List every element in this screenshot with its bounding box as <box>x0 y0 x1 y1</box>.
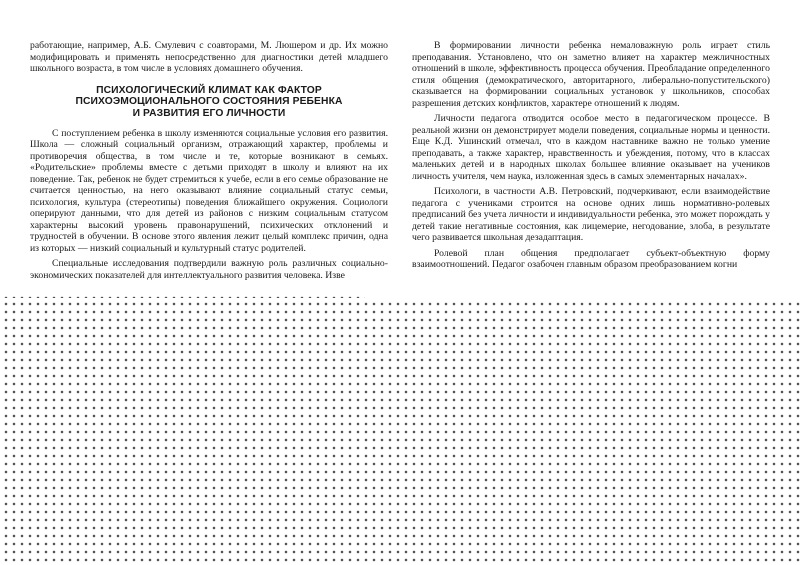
right-paragraph-3: Психологи, в частности А.В. Петровский, подчеркивают, если взаимодействие педагога с учениками строится на основе одних лишь нормативно-ролевых предписаний без учета личности и индивидуальности ребенка, это может порождать у детей такие негативные состояния, как лицемерие, негодование, злоба, в результате чего развивается школьная дезадаптация. <box>412 186 770 243</box>
intro-paragraph: работающие, например, А.Б. Смулевич с соавторами, М. Люшером и др. Их можно модифицировать и применять непосредственно для диагностики детей младшего школьного возраста, в том числе в условиях домашнего обучения. <box>30 40 388 74</box>
right-paragraph-4: Ролевой план общения предполагает субъект-объектную форму взаимоотношений. Педагог озабочен главным образом преобразованием когни <box>412 247 770 270</box>
right-paragraph-1: В формировании личности ребенка немаловажную роль играет стиль преподавания. Установлено, что он заметно влияет на характер межличностных отношений в школе, эффективность процесса обучения. Преобладание определенного стиля общения (демократического, авторитарного, либерально-попустительского) сказывается на формировании социальных установок у школьников, способах разрешения детских конфликтов, характере отношений к людям. <box>412 40 770 109</box>
right-paragraph-2: Личности педагога отводится особое место в педагогическом процессе. В реальной жизни он демонстрирует модели поведения, социальные нормы и ценности. Еще К.Д. Ушинский отмечал, что в каждом наставнике важно не только умение преподавать, а также характер, нравственность и убеждения, потому, что в классах маленьких детей и в народных школах большее влияние оказывает на учеников личность учителя, чем наука, изложенная здесь в самых элементарных началах». <box>412 113 770 182</box>
dot-pattern-overlay <box>0 298 800 565</box>
left-paragraph-1: С поступлением ребенка в школу изменяются социальные условия его развития. Школа — сложный социальный организм, отражающий характер, проблемы и противоречия общества, в том числе и те, которые возникают в семьях. «Родительские» проблемы вместе с детьми приходят в школу и влияют на их поведение. Так, ребенок не будет стремиться к учебе, если в его семье образование не считается ценностью, на него оказывают влияние социальный статус семьи, психология, культура (стереотипы) поведения ближайшего окружения. Социологи оперируют данными, что для детей из районов с низким социальным статусом характерны высокий уровень правонарушений, психических отклонений и трудностей в обучении. В основе этого явления лежит целый комплекс причин, одна из которых — низкий социальный и культурный статус родителей. <box>30 127 388 254</box>
section-heading <box>30 85 388 120</box>
left-paragraph-2: Специальные исследования подтвердили важную роль различных социально-экономических показателей для интеллектуального развития человека. Изве <box>30 258 388 281</box>
section-heading-line-2: ПСИХОЭМОЦИОНАЛЬНОГО СОСТОЯНИЯ РЕБЕНКА <box>75 96 343 108</box>
section-heading-line-1: ПСИХОЛОГИЧЕСКИЙ КЛИМАТ КАК ФАКТОР <box>96 84 322 96</box>
section-heading-line-3: И РАЗВИТИЯ ЕГО ЛИЧНОСТИ <box>132 108 286 120</box>
